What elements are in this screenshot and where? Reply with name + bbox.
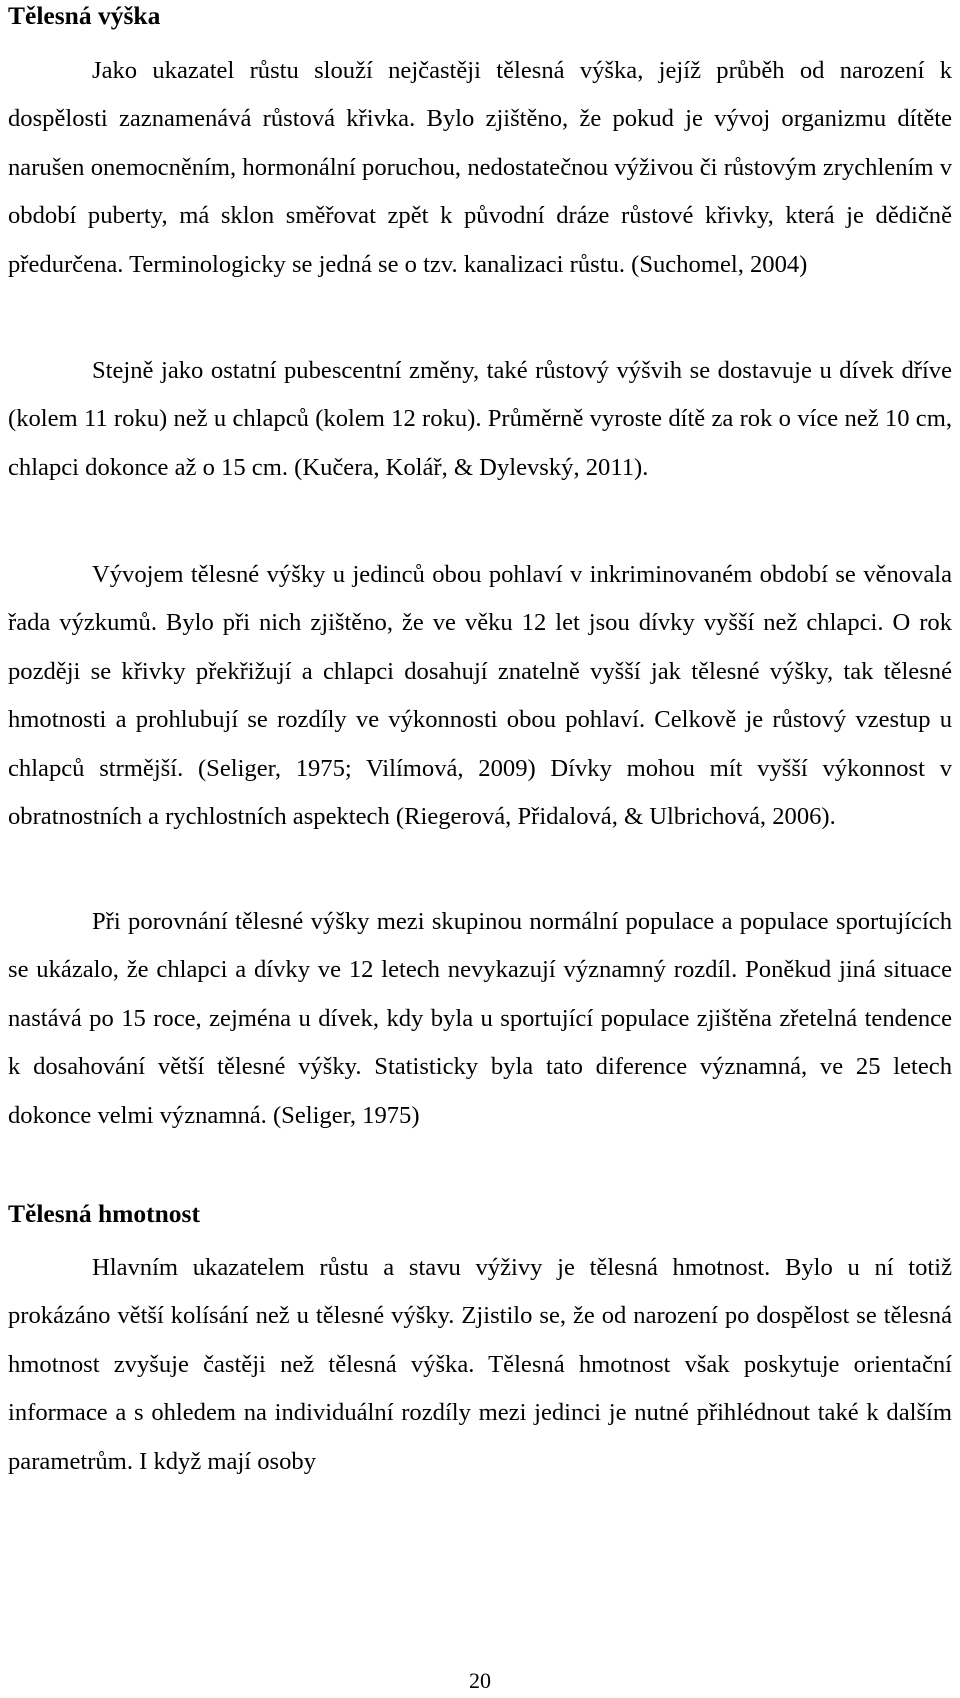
- page-number: 20: [469, 1668, 491, 1693]
- section-heading-height: Tělesná výška: [8, 1, 161, 30]
- paragraph-height-puberty-spurt: Stejně jako ostatní pubescentní změny, také růstový výšvih se dostavuje u dívek dříve (kolem 11 roku) než u chlapců (kolem 12 roku). Průměrně vyroste dítě za rok o více než 10 cm, chlapci dokonce až o 15 cm. (Kučera, Kolář, & Dylevský, 2011).: [8, 357, 952, 481]
- document-page: [8, 0, 952, 1698]
- paragraph-height-growth-curve: Jako ukazatel růstu slouží nejčastěji tělesná výška, jejíž průběh od narození k dospělosti zaznamenává růstová křivka. Bylo zjištěno, že pokud je vývoj organizmu dítěte narušen onemocněním, hormonální poruchou, nedostatečnou výživou či růstovým zrychlením v období puberty, má sklon směřovat zpět k původní dráze růstové křivky, která je dědičně předurčena. Terminologicky se jedná se o tzv. kanalizaci růstu. (Suchomel, 2004): [8, 57, 952, 278]
- section-heading-weight: Tělesná hmotnost: [8, 1199, 200, 1228]
- paragraph-height-sport-population: Při porovnání tělesné výšky mezi skupinou normální populace a populace sportujících se ukázalo, že chlapci a dívky ve 12 letech nevykazují významný rozdíl. Poněkud jiná situace nastává po 15 roce, zejména u dívek, kdy byla u sportující populace zjištěna zřetelná tendence k dosahování větší tělesné výšky. Statisticky byla tato diference významná, ve 25 letech dokonce velmi významná. (Seliger, 1975): [8, 908, 952, 1129]
- paragraph-weight: Hlavním ukazatelem růstu a stavu výživy je tělesná hmotnost. Bylo u ní totiž prokázáno větší kolísání než u tělesné výšky. Zjistilo se, že od narození po dospělost se tělesná hmotnost zvyšuje častěji než tělesná výška. Tělesná hmotnost však poskytuje orientační informace a s ohledem na individuální rozdíly mezi jedinci je nutné přihlédnout také k dalším parametrům. I když mají osoby: [8, 1254, 952, 1475]
- paragraph-height-research: Vývojem tělesné výšky u jedinců obou pohlaví v inkriminovaném období se věnovala řada výzkumů. Bylo při nich zjištěno, že ve věku 12 let jsou dívky vyšší než chlapci. O rok později se křivky překřižují a chlapci dosahují znatelně vyšší jak tělesné výšky, tak tělesné hmotnosti a prohlubují se rozdíly ve výkonnosti obou pohlaví. Celkově je růstový vzestup u chlapců strmější. (Seliger, 1975; Vilímová, 2009) Dívky mohou mít vyšší výkonnost v obratnostních a rychlostních aspektech (Riegerová, Přidalová, & Ulbrichová, 2006).: [8, 561, 952, 831]
